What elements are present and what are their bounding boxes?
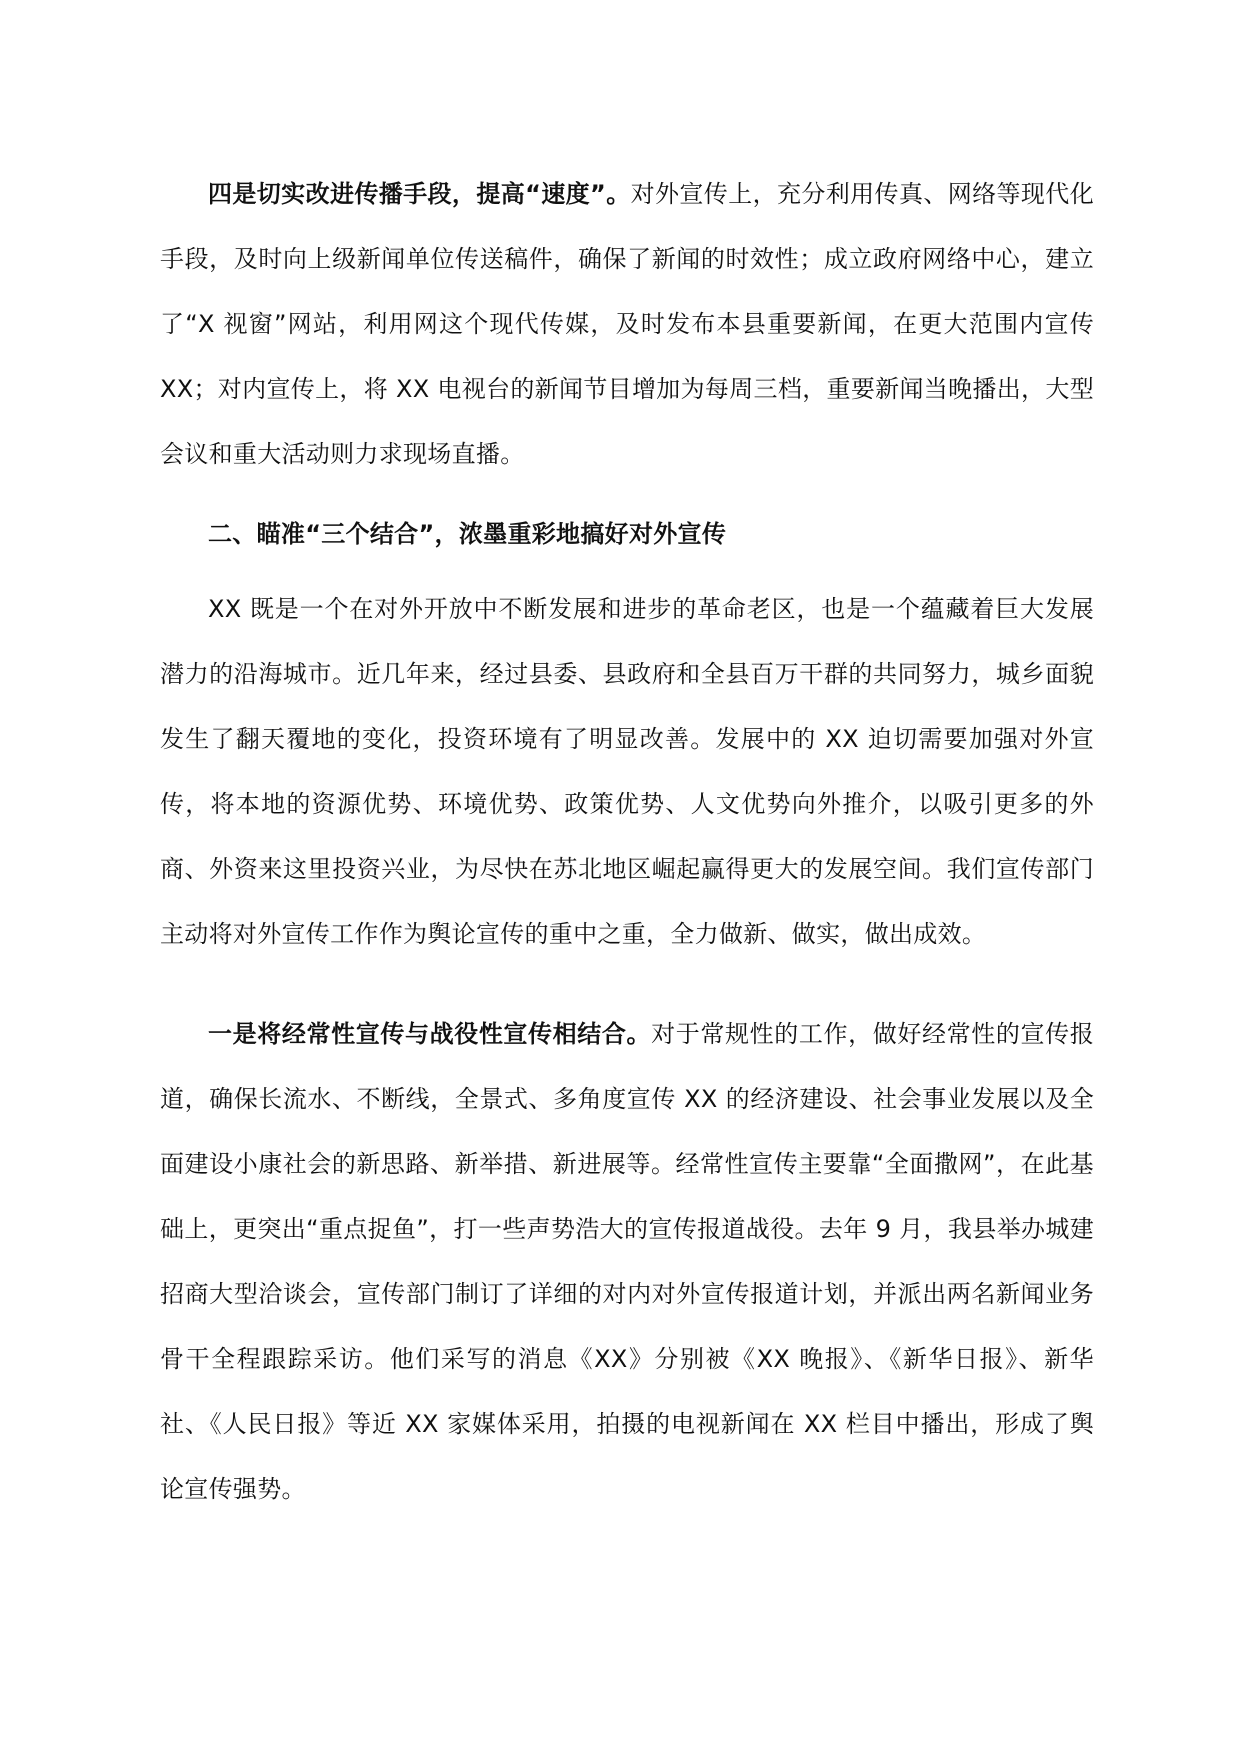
paragraph-body: 对外宣传上，充分利用传真、网络等现代化手段，及时向上级新闻单位传送稿件，确保了新闻的时效性；成立政府网络中心，建立了“X 视窗”网站，利用网这个现代传媒，及时发布本县重要新闻，在更大范围内宣传 XX；对内宣传上，将 XX 电视台的新闻节目增加为每周三档，重要新闻当晚播出，大型会议和重大活动则力求现场直播。: [160, 180, 1094, 468]
paragraph-combination: [160, 1002, 1094, 1522]
section-heading: 二、瞄准“三个结合”，浓墨重彩地搞好对外宣传: [208, 520, 727, 548]
paragraph-lead: 一是将经常性宣传与战役性宣传相结合。: [208, 1020, 652, 1048]
paragraph-body: 对于常规性的工作，做好经常性的宣传报道，确保长流水、不断线，全景式、多角度宣传 XX 的经济建设、社会事业发展以及全面建设小康社会的新思路、新举措、新进展等。经常性宣传主要靠“全面撒网”，在此基础上，更突出“重点捉鱼”，打一些声势浩大的宣传报道战役。去年 9 月，我县举办城建招商大型洽谈会，宣传部门制订了详细的对内对外宣传报道计划，并派出两名新闻业务骨干全程跟踪采访。他们采写的消息《XX》分别被《XX 晚报》、《新华日报》、新华社、《人民日报》等近 XX 家媒体采用，拍摄的电视新闻在 XX 栏目中播出，形成了舆论宣传强势。: [160, 1020, 1094, 1503]
paragraph-speed: [160, 162, 1094, 487]
paragraph-lead: 四是切实改进传播手段，提高“速度”。: [208, 180, 631, 208]
paragraph-intro: XX 既是一个在对外开放中不断发展和进步的革命老区，也是一个蕴藏着巨大发展潜力的沿海城市。近几年来，经过县委、县政府和全县百万干群的共同努力，城乡面貌发生了翻天覆地的变化，投资环境有了明显改善。发展中的 XX 迫切需要加强对外宣传，将本地的资源优势、环境优势、政策优势、人文优势向外推介，以吸引更多的外商、外资来这里投资兴业，为尽快在苏北地区崛起赢得更大的发展空间。我们宣传部门主动将对外宣传工作作为舆论宣传的重中之重，全力做新、做实，做出成效。: [160, 595, 1094, 948]
